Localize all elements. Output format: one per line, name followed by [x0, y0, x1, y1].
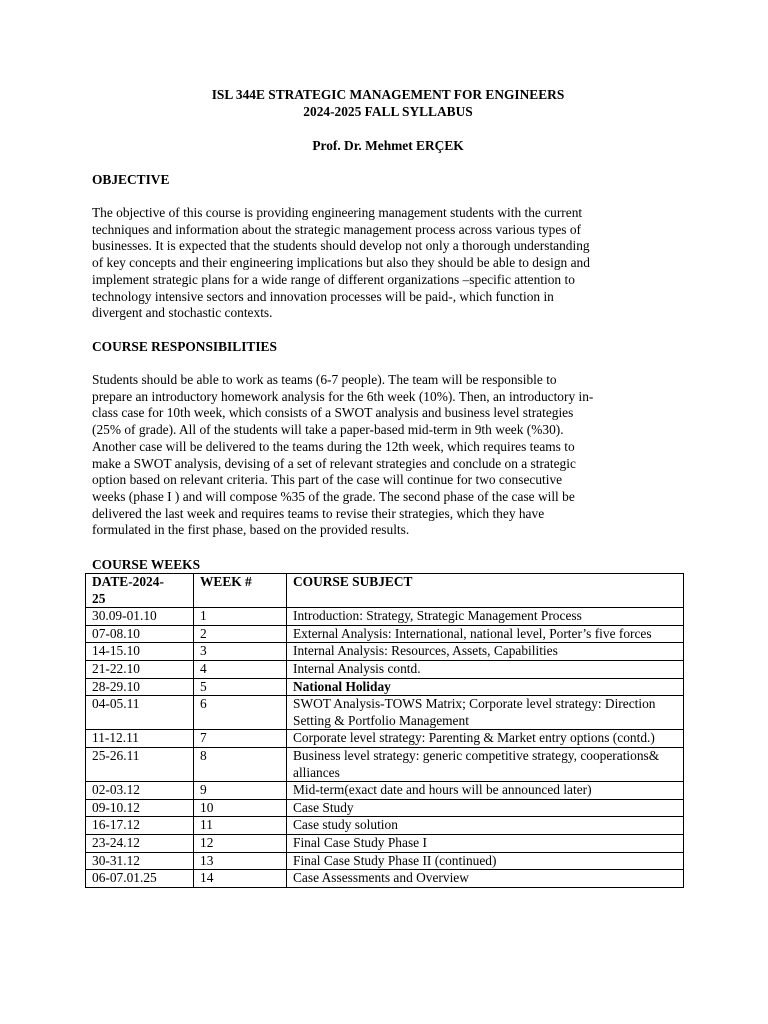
subject-cell: Introduction: Strategy, Strategic Management Process	[287, 608, 684, 626]
week-cell: 8	[194, 747, 287, 781]
date-cell: 30-31.12	[86, 852, 194, 870]
week-cell: 3	[194, 643, 287, 661]
week-cell: 14	[194, 870, 287, 888]
date-cell: 11-12.11	[86, 730, 194, 748]
week-cell: 7	[194, 730, 287, 748]
date-cell: 14-15.10	[86, 643, 194, 661]
week-cell: 2	[194, 625, 287, 643]
column-header-week: WEEK #	[194, 574, 287, 608]
date-cell: 28-29.10	[86, 678, 194, 696]
subject-cell: Final Case Study Phase I	[287, 834, 684, 852]
date-cell: 25-26.11	[86, 747, 194, 781]
subject-cell: Final Case Study Phase II (continued)	[287, 852, 684, 870]
week-cell: 13	[194, 852, 287, 870]
subject-cell: Corporate level strategy: Parenting & Market entry options (contd.)	[287, 730, 684, 748]
table-row	[86, 817, 684, 835]
instructor-name: Prof. Dr. Mehmet ERÇEK	[312, 138, 464, 153]
objective-text: The objective of this course is providing engineering management students with the current techniques and information about the strategic management process across various types of businesses. It is expected that the students should develop not only a thorough understanding of key concepts and their engineering implications but also they should be able to design and implement strategic plans for a wide range of different organizations –specific attention to technology intensive sectors and innovation processes will be paid-, which function in divergent and stochastic contexts.	[92, 205, 590, 321]
date-cell: 04-05.11	[86, 696, 194, 730]
objective-heading: OBJECTIVE	[92, 172, 170, 187]
date-cell: 16-17.12	[86, 817, 194, 835]
column-header-subject: COURSE SUBJECT	[287, 574, 684, 608]
table-row	[86, 870, 684, 888]
table-row	[86, 678, 684, 696]
subject-cell: External Analysis: International, national level, Porter’s five forces	[287, 625, 684, 643]
week-cell: 5	[194, 678, 287, 696]
week-cell: 10	[194, 799, 287, 817]
table-row	[86, 799, 684, 817]
responsibilities-text: Students should be able to work as teams (6-7 people). The team will be responsible to prepare an introductory homework analysis for the 6th week (10%). Then, an introductory in- class case for 10th week, which consists of a SWOT analysis and business level strategies (25% of grade). All of the students will take a paper-based mid-term in 9th week (%30). Another case will be delivered to the teams during the 12th week, which requires teams to make a SWOT analysis, devising of a set of relevant strategies and conclude on a strategic option based on relevant criteria. This part of the case will continue for two consecutive weeks (phase I ) and will compose %35 of the grade. The second phase of the case will be delivered the last week and requires teams to revise their strategies, which they have formulated in the first phase, based on the provided results.	[92, 372, 594, 538]
course-weeks-table	[85, 573, 684, 888]
course-weeks-heading: COURSE WEEKS	[92, 557, 201, 572]
subject-cell: Mid-term(exact date and hours will be announced later)	[287, 782, 684, 800]
table-row	[86, 730, 684, 748]
subject-cell: National Holiday	[287, 678, 684, 696]
date-cell: 06-07.01.25	[86, 870, 194, 888]
column-header-date: DATE-2024- 25	[86, 574, 194, 608]
term-title: 2024-2025 FALL SYLLABUS	[303, 104, 473, 119]
subject-cell: Internal Analysis: Resources, Assets, Capabilities	[287, 643, 684, 661]
table-header-row	[86, 574, 684, 608]
subject-cell: Internal Analysis contd.	[287, 660, 684, 678]
table-row	[86, 834, 684, 852]
table-row	[86, 696, 684, 730]
date-cell: 07-08.10	[86, 625, 194, 643]
table-row	[86, 608, 684, 626]
week-cell: 9	[194, 782, 287, 800]
date-cell: 21-22.10	[86, 660, 194, 678]
table-row	[86, 782, 684, 800]
subject-cell: Case Study	[287, 799, 684, 817]
week-cell: 6	[194, 696, 287, 730]
date-cell: 09-10.12	[86, 799, 194, 817]
responsibilities-heading: COURSE RESPONSIBILITIES	[92, 339, 277, 354]
subject-cell: Business level strategy: generic competitive strategy, cooperations& alliances	[287, 747, 684, 781]
table-row	[86, 852, 684, 870]
subject-cell: SWOT Analysis-TOWS Matrix; Corporate level strategy: Direction Setting & Portfolio Management	[287, 696, 684, 730]
date-cell: 02-03.12	[86, 782, 194, 800]
date-cell: 23-24.12	[86, 834, 194, 852]
subject-cell: Case study solution	[287, 817, 684, 835]
week-cell: 4	[194, 660, 287, 678]
week-cell: 1	[194, 608, 287, 626]
subject-cell: Case Assessments and Overview	[287, 870, 684, 888]
table-row	[86, 747, 684, 781]
week-cell: 12	[194, 834, 287, 852]
table-row	[86, 625, 684, 643]
date-cell: 30.09-01.10	[86, 608, 194, 626]
week-cell: 11	[194, 817, 287, 835]
course-title: ISL 344E STRATEGIC MANAGEMENT FOR ENGINEERS	[211, 87, 565, 102]
table-row	[86, 643, 684, 661]
table-row	[86, 660, 684, 678]
